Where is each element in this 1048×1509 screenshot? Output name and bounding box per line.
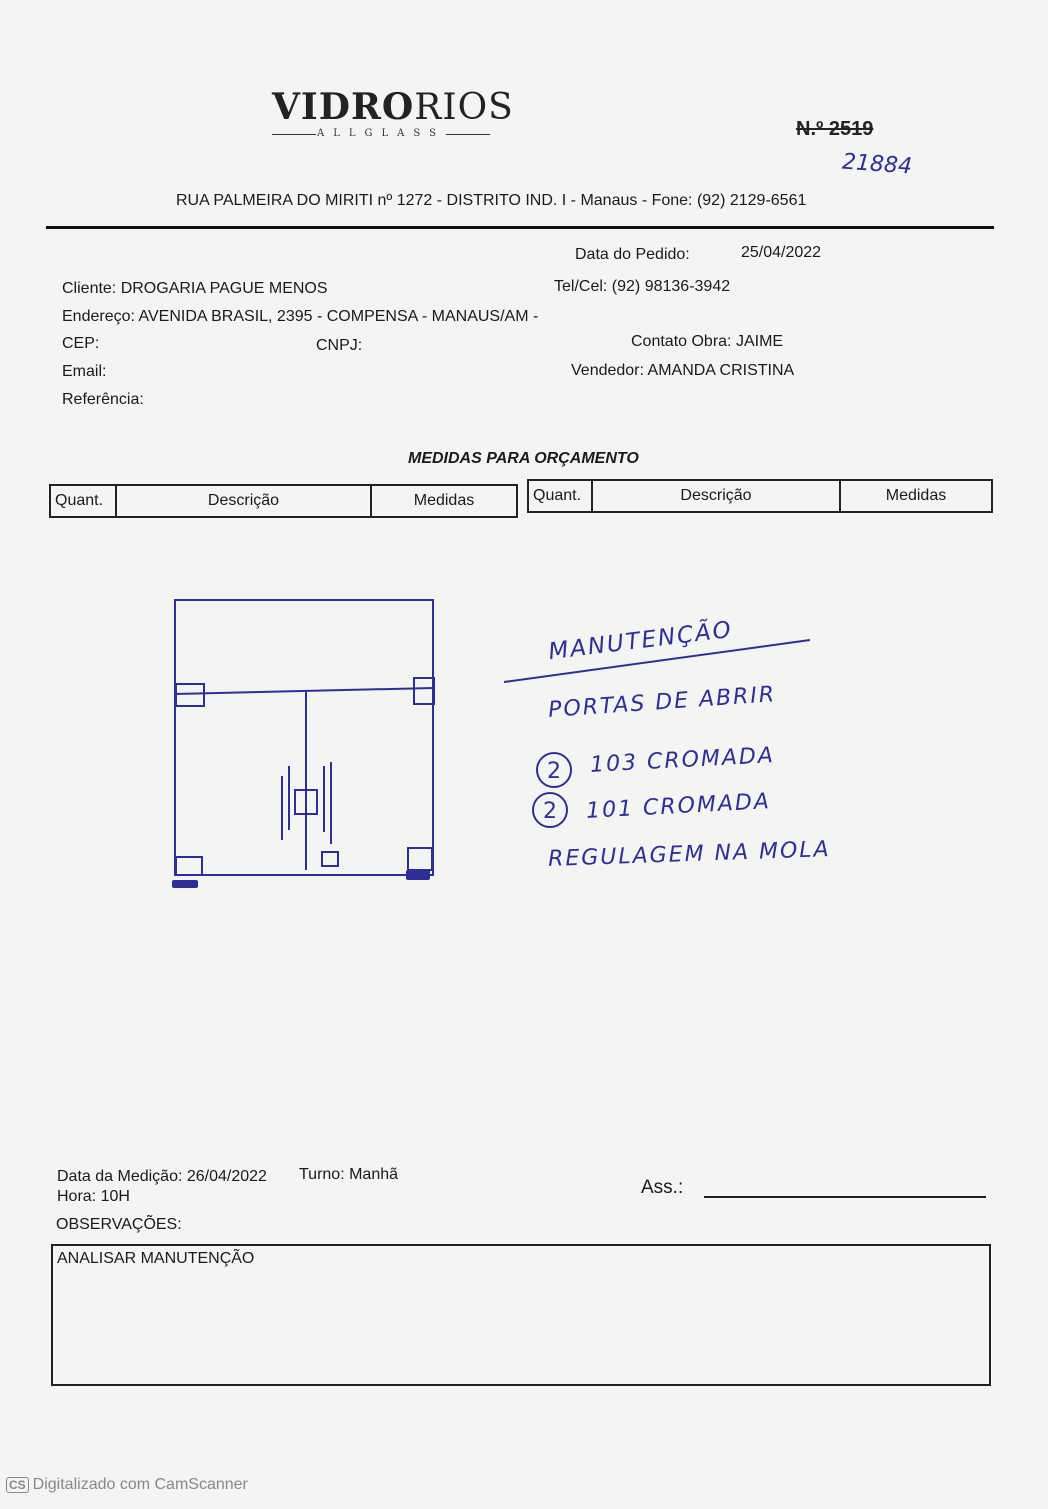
order-date-value: 25/04/2022 xyxy=(741,244,822,261)
phone-field: Tel/Cel: (92) 98136-3942 xyxy=(554,278,731,295)
quantity-circle-2 xyxy=(530,790,570,830)
col-quant: Quant. xyxy=(528,480,592,512)
order-number-printed: N.º 2519 xyxy=(796,118,874,140)
note-103: 103 CROMADA xyxy=(589,743,776,778)
quantity-1: 2 xyxy=(547,759,561,784)
pivot-top-left xyxy=(176,684,204,706)
cep-field: CEP: xyxy=(62,335,100,352)
scanner-footer xyxy=(6,1476,248,1494)
pivot-bottom-left xyxy=(176,857,202,875)
door-frame xyxy=(175,600,433,875)
transom-bar xyxy=(175,688,433,694)
contact-field: Contato Obra: JAIME xyxy=(631,333,784,350)
camscanner-icon: CS xyxy=(6,1477,29,1493)
col-quant: Quant. xyxy=(50,485,116,517)
order-number-handwritten: 21884 xyxy=(841,149,913,180)
note-underline xyxy=(500,636,820,686)
measurement-date: Data da Medição: 26/04/2022 xyxy=(57,1168,267,1185)
quantity-circle-1 xyxy=(534,750,574,790)
pivot-bottom-right xyxy=(408,848,432,870)
footer-text: Digitalizado com CamScanner xyxy=(32,1476,248,1493)
floor-spring-right xyxy=(406,870,430,880)
observations-text: ANALISAR MANUTENÇÃO xyxy=(57,1250,255,1267)
door-sketch xyxy=(160,590,450,900)
measures-title: MEDIDAS PARA ORÇAMENTO xyxy=(408,450,639,467)
col-descricao: Descrição xyxy=(592,480,840,512)
floor-spring-left xyxy=(172,880,198,888)
observations-box xyxy=(51,1244,991,1386)
measurement-shift: Turno: Manhã xyxy=(299,1166,399,1183)
note-manutencao: MANUTENÇÃO xyxy=(547,616,735,666)
company-logo-sub: ALLGLASS xyxy=(272,128,490,139)
email-field: Email: xyxy=(62,363,107,380)
measures-table-left xyxy=(49,484,518,518)
col-descricao: Descrição xyxy=(116,485,371,517)
seller-field: Vendedor: AMANDA CRISTINA xyxy=(571,362,795,379)
company-address: RUA PALMEIRA DO MIRITI nº 1272 - DISTRITO IND. I - Manaus - Fone: (92) 2129-6561 xyxy=(176,192,807,209)
cnpj-field: CNPJ: xyxy=(316,337,363,354)
floor-lock xyxy=(322,852,338,866)
quantity-2: 2 xyxy=(543,799,557,824)
address-field: Endereço: AVENIDA BRASIL, 2395 - COMPENSA - MANAUS/AM - xyxy=(62,308,539,325)
measurement-time: Hora: 10H xyxy=(57,1188,130,1205)
col-medidas: Medidas xyxy=(371,485,517,517)
header-divider xyxy=(46,226,994,229)
note-portas: PORTAS DE ABRIR xyxy=(547,682,777,723)
note-regulagem: REGULAGEM NA MOLA xyxy=(547,837,832,872)
signature-label: Ass.: xyxy=(641,1177,684,1198)
measures-table-right xyxy=(527,479,993,513)
col-medidas: Medidas xyxy=(840,480,992,512)
pivot-top-right xyxy=(414,678,434,704)
client-field: Cliente: DROGARIA PAGUE MENOS xyxy=(62,280,328,297)
signature-line xyxy=(704,1196,986,1198)
observations-label: OBSERVAÇÕES: xyxy=(56,1216,182,1233)
reference-field: Referência: xyxy=(62,391,144,408)
company-logo: VIDRORIOS xyxy=(272,86,514,128)
note-101: 101 CROMADA xyxy=(585,789,772,824)
order-date-label: Data do Pedido: xyxy=(575,246,690,263)
